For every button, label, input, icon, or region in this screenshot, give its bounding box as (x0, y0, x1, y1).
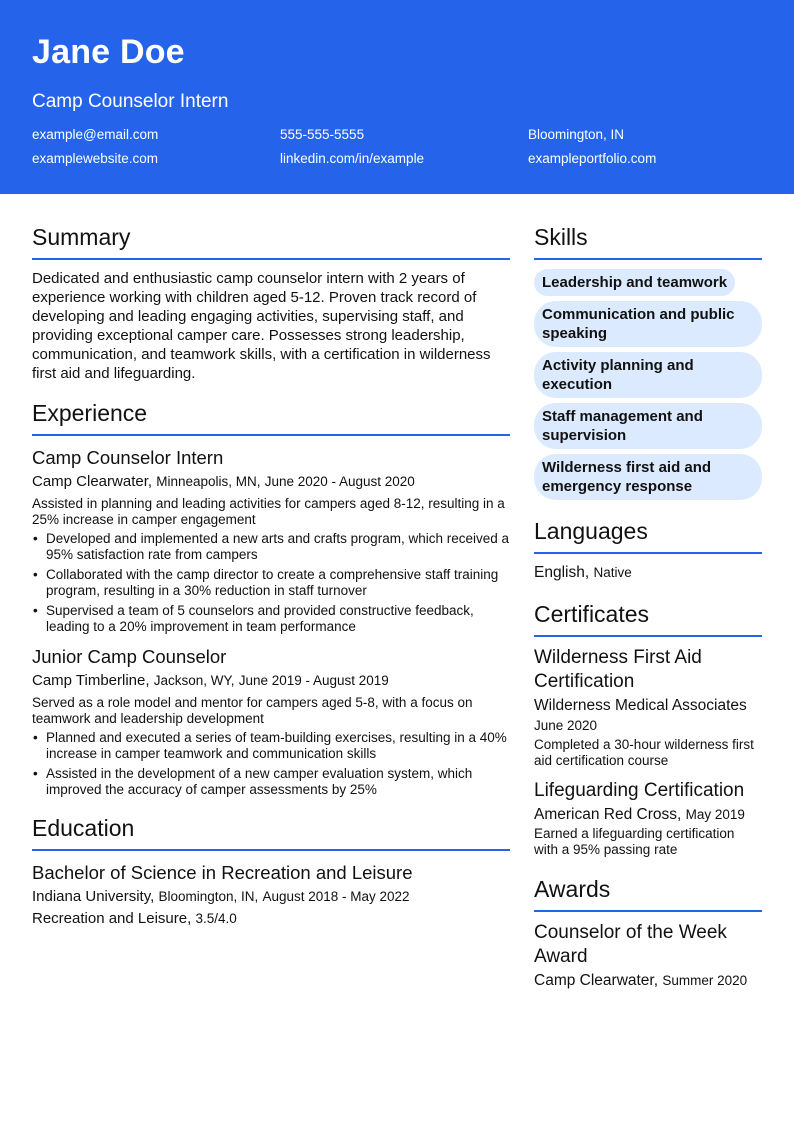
certificate-description: Completed a 30-hour wilderness first aid certification course (534, 737, 754, 768)
left-column (32, 222, 510, 990)
job-location: Jackson, WY, (153, 673, 235, 688)
job-bullet: • Supervised a team of 5 counselors and provided constructive feedback, leading to a 20% improvement in team performance (32, 603, 510, 635)
section-heading-awards: Awards (534, 874, 762, 912)
section-heading-experience: Experience (32, 398, 510, 436)
summary-text: Dedicated and enthusiastic camp counselor intern with 2 years of experience working with children aged 5-12. Proven track record of developing and leading engaging activities, supervising staff, and providing exceptional camper care. Possesses strong leadership, communication, and teamwork skills, with a certification in wilderness first aid and lifeguarding. (32, 270, 491, 382)
candidate-title: Camp Counselor Intern (32, 91, 229, 112)
job-entry (32, 645, 510, 798)
right-column (534, 222, 762, 990)
award-date: Summer 2020 (662, 973, 748, 988)
certificate-title: Wilderness First Aid Certification (534, 647, 702, 692)
job-meta (32, 671, 510, 691)
certificate-description: Earned a lifeguarding certification with a 95% passing rate (534, 826, 735, 857)
job-company: Camp Timberline, (32, 672, 150, 689)
job-bullets (32, 730, 510, 798)
language-level: Native (593, 565, 632, 580)
job-bullet: • Planned and executed a series of team-building exercises, resulting in a 40% increase in camper teamwork and communication skills (32, 730, 510, 762)
contact-portfolio: exampleportfolio.com (528, 151, 657, 166)
job-meta (32, 472, 510, 492)
certificates-section (534, 599, 762, 858)
education-field (32, 909, 510, 929)
job-description: Served as a role model and mentor for campers aged 5-8, with a focus on teamwork and leadership development (32, 695, 473, 726)
job-entry (32, 446, 510, 635)
job-title: Camp Counselor Intern (32, 447, 224, 468)
certificate-date: May 2019 (685, 807, 745, 822)
section-heading-certificates: Certificates (534, 599, 762, 637)
skill-tag: Wilderness first aid and emergency response (534, 454, 762, 500)
education-section (32, 813, 510, 929)
resume-body (0, 194, 794, 990)
job-bullet: • Assisted in the development of a new camper evaluation system, which improved the accuracy of camper assessments by 25% (32, 766, 510, 798)
resume-header (0, 0, 794, 194)
section-heading-education: Education (32, 813, 510, 851)
certificate-title: Lifeguarding Certification (534, 780, 745, 801)
award-meta (534, 971, 762, 990)
section-heading-skills: Skills (534, 222, 762, 260)
job-company: Camp Clearwater, (32, 473, 153, 490)
gpa: 3.5/4.0 (195, 911, 237, 926)
job-dates: June 2020 - August 2020 (264, 474, 415, 489)
languages-section (534, 516, 762, 583)
skill-tag: Leadership and teamwork (534, 269, 735, 296)
language-entry (534, 563, 762, 583)
job-description: Assisted in planning and leading activities for campers aged 8-12, resulting in a 25% increase in camper engagement (32, 496, 505, 527)
contact-website: examplewebsite.com (32, 151, 159, 166)
contact-info (32, 126, 762, 168)
certificate-org: Wilderness Medical Associates (534, 697, 747, 714)
award-title: Counselor of the Week Award (534, 922, 727, 967)
school-location: Bloomington, IN, (158, 889, 259, 904)
job-title: Junior Camp Counselor (32, 646, 227, 667)
certificate-entry (534, 779, 762, 858)
summary-section (32, 222, 510, 383)
certificate-date: June 2020 (534, 718, 598, 733)
degree-title: Bachelor of Science in Recreation and Leisure (32, 862, 413, 883)
job-location: Minneapolis, MN, (156, 474, 261, 489)
experience-section (32, 398, 510, 798)
school-name: Indiana University, (32, 888, 155, 905)
certificate-meta (534, 805, 762, 824)
job-bullet: • Developed and implemented a new arts and crafts program, which received a 95% satisfaction rate from campers (32, 531, 510, 563)
education-dates: August 2018 - May 2022 (262, 889, 410, 904)
skills-section (534, 222, 762, 500)
awards-section (534, 874, 762, 990)
education-meta (32, 887, 510, 907)
section-heading-summary: Summary (32, 222, 510, 260)
contact-location: Bloomington, IN (528, 127, 625, 142)
contact-linkedin: linkedin.com/in/example (280, 151, 425, 166)
section-heading-languages: Languages (534, 516, 762, 554)
language-name: English, (534, 564, 590, 581)
contact-email: example@email.com (32, 127, 159, 142)
award-org: Camp Clearwater, (534, 972, 659, 989)
skill-tag: Communication and public speaking (534, 301, 762, 347)
certificate-entry (534, 646, 762, 769)
job-bullet: • Collaborated with the camp director to create a comprehensive staff training program, resulting in a 30% reduction in staff turnover (32, 567, 510, 599)
skill-tag: Activity planning and execution (534, 352, 762, 398)
candidate-name: Jane Doe (32, 33, 185, 71)
certificate-org: American Red Cross, (534, 806, 682, 823)
job-dates: June 2019 - August 2019 (238, 673, 389, 688)
skill-tag: Staff management and supervision (534, 403, 762, 449)
field-of-study: Recreation and Leisure, (32, 910, 192, 927)
contact-phone: 555-555-5555 (280, 127, 365, 142)
job-bullets (32, 531, 510, 635)
